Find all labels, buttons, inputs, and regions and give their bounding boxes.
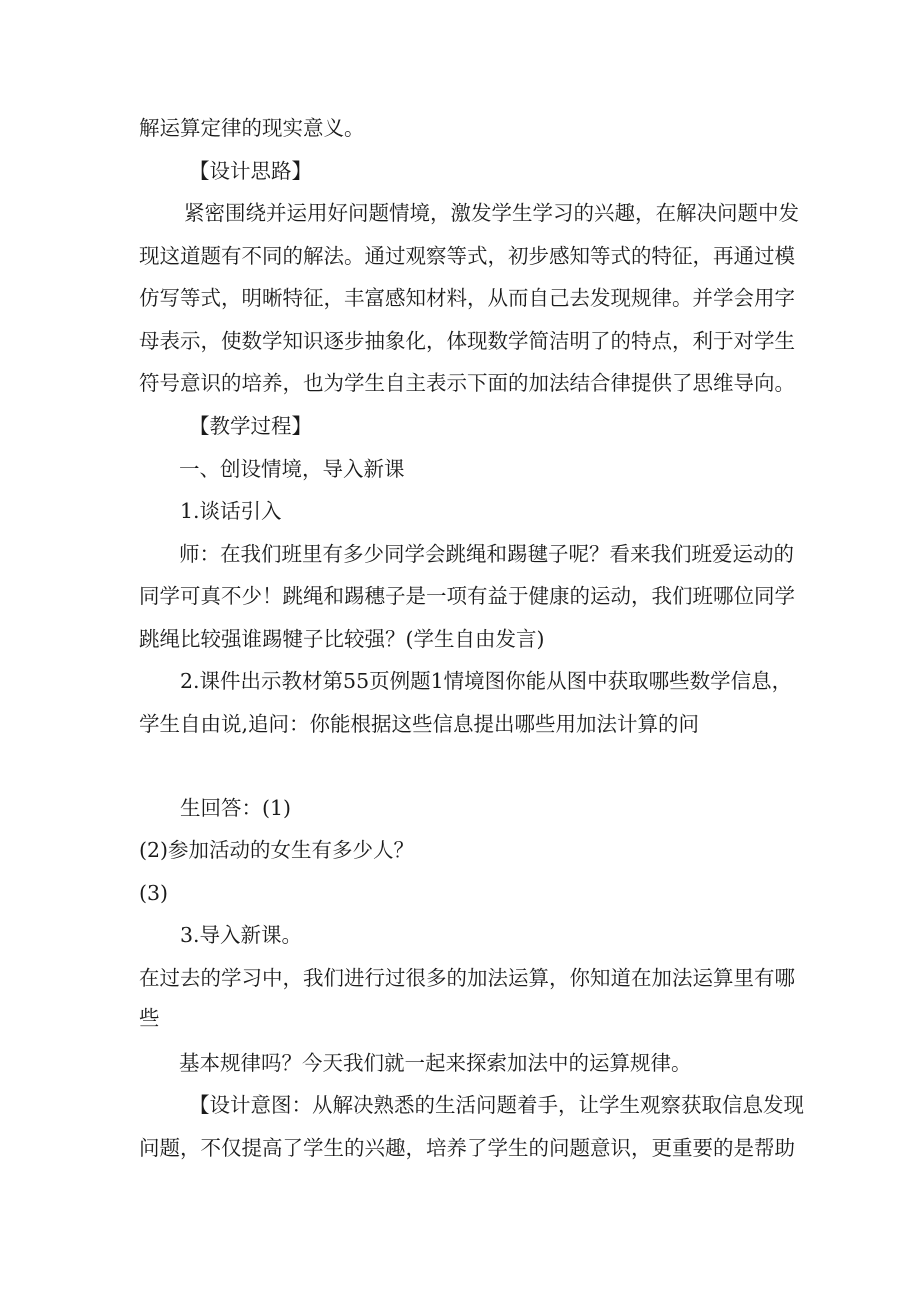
text-line: 跳绳比较强谁踢犍子比较强？(学生自由发言)	[139, 627, 545, 651]
subheading: 一、创设情境，导入新课	[179, 457, 405, 481]
subheading: 3.导入新课。	[180, 923, 303, 947]
text-line: (3)	[139, 881, 169, 905]
text-line: 师：在我们班里有多少同学会跳绳和踢毽子呢？看来我们班爱运动的	[179, 542, 794, 566]
text-line: 紧密围绕并运用好问题情境，激发学生学习的兴趣，在解决问题中发	[184, 201, 799, 225]
section-heading-teaching-process: 【教学过程】	[189, 414, 312, 438]
text-line: 生回答：(1)	[180, 796, 292, 820]
text-line: 【设计意图：从解决熟悉的生活问题着手，让学生观察获取信息发现	[189, 1093, 804, 1117]
text-line: 解运算定律的现实意义。	[139, 116, 365, 140]
text-line: 2.课件出示教材第55页例题1情境图你能从图中获取哪些数学信息，	[180, 669, 793, 693]
text-line: 问题，不仅提高了学生的兴趣，培养了学生的问题意识，更重要的是帮助	[139, 1136, 795, 1160]
text-line: 基本规律吗？今天我们就一起来探索加法中的运算规律。	[179, 1051, 692, 1075]
text-line: 在过去的学习中，我们进行过很多的加法运算，你知道在加法运算里有哪	[139, 966, 795, 990]
text-line: 母表示，使数学知识逐步抽象化，体现数学简洁明了的特点，利于对学生	[139, 329, 795, 353]
text-line: 学生自由说,追问：你能根据这些信息提出哪些用加法计算的问	[139, 712, 700, 736]
text-line: 些	[139, 1006, 160, 1030]
section-heading-design-idea: 【设计思路】	[189, 159, 312, 183]
subheading: 1.谈话引入	[180, 499, 282, 523]
text-line: 同学可真不少！跳绳和踢穗子是一项有益于健康的运动，我们班哪位同学	[139, 584, 795, 608]
text-line: 符号意识的培养，也为学生自主表示下面的加法结合律提供了思维导向。	[139, 371, 795, 395]
text-line: (2)参加活动的女生有多少人？	[139, 838, 415, 862]
text-line: 现这道题有不同的解法。通过观察等式，初步感知等式的特征，再通过模	[139, 244, 795, 268]
text-line: 仿写等式，明晰特征，丰富感知材料，从而自己去发现规律。并学会用字	[139, 286, 795, 310]
